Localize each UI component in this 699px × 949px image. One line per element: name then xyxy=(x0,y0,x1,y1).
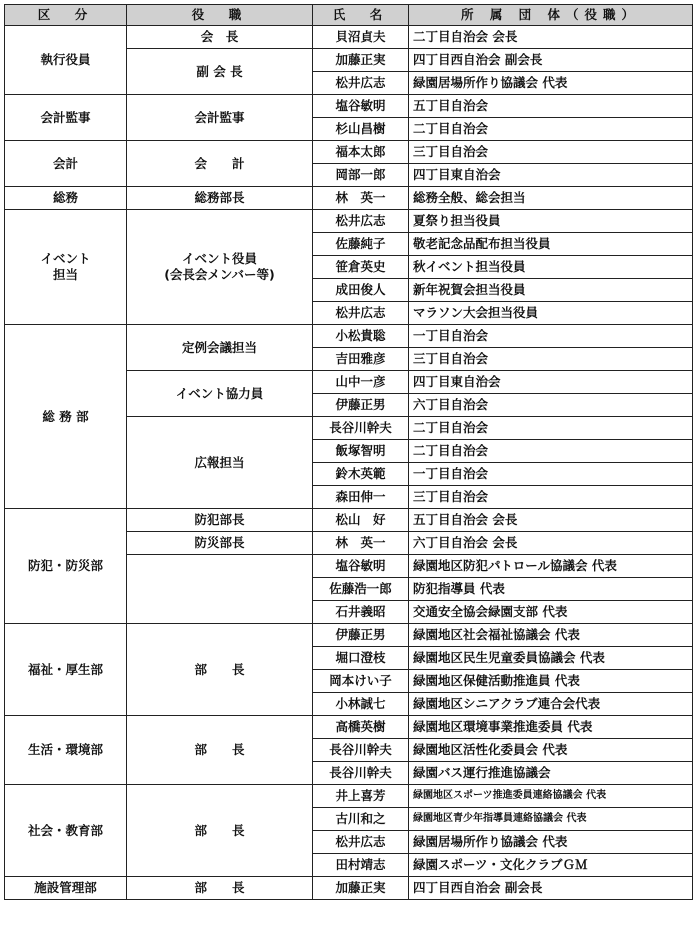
category-label: 防犯・防災部 xyxy=(27,558,103,573)
member-name-cell: 林 英一 xyxy=(313,532,409,555)
organization-cell: 夏祭り担当役員 xyxy=(409,210,693,233)
table-row xyxy=(5,624,693,647)
header-role: 役 職 xyxy=(127,5,313,26)
member-name-cell: 林 英一 xyxy=(313,187,409,210)
table-row xyxy=(5,210,693,233)
organization-cell: 敬老記念品配布担当役員 xyxy=(409,233,693,256)
member-name-cell: 石井義昭 xyxy=(313,601,409,624)
role-cell xyxy=(127,532,313,555)
category-cell xyxy=(5,624,127,716)
table-row xyxy=(5,95,693,118)
role-label: イベント役員 xyxy=(181,251,257,266)
organization-cell: 三丁目自治会 xyxy=(409,486,693,509)
role-cell xyxy=(127,624,313,716)
organization-cell: 二丁目自治会 会長 xyxy=(409,26,693,49)
member-name-cell: 松井広志 xyxy=(313,302,409,325)
organization-cell: 緑園スポーツ・文化クラブＧＭ xyxy=(409,854,693,877)
category-label: 会計 xyxy=(52,155,78,171)
organization-cell: 緑園地区環境事業推進委員 代表 xyxy=(409,716,693,739)
category-label: 生活・環境部 xyxy=(27,742,103,757)
member-name-cell: 伊藤正男 xyxy=(313,394,409,417)
role-label: 副 会 長 xyxy=(196,63,243,79)
organization-cell: 五丁目自治会 会長 xyxy=(409,509,693,532)
category-cell xyxy=(5,141,127,187)
member-name-cell: 長谷川幹夫 xyxy=(313,739,409,762)
organization-cell: 緑園地区スポーツ推進委員連絡協議会 代表 xyxy=(409,785,693,808)
role-cell xyxy=(127,509,313,532)
member-name-cell: 松山 好 xyxy=(313,509,409,532)
organization-cell: 四丁目西自治会 副会長 xyxy=(409,49,693,72)
category-label: 担当 xyxy=(52,267,78,282)
header-category: 区 分 xyxy=(5,5,127,26)
member-name-cell: 飯塚智明 xyxy=(313,440,409,463)
organization-cell: 交通安全協会緑園支部 代表 xyxy=(409,601,693,624)
member-name-cell: 長谷川幹夫 xyxy=(313,417,409,440)
organization-cell: 四丁目東自治会 xyxy=(409,371,693,394)
role-label: 部 長 xyxy=(194,880,245,895)
member-name-cell: 塩谷敏明 xyxy=(313,555,409,578)
member-name-cell: 古川和之 xyxy=(313,808,409,831)
member-name-cell: 高橋英樹 xyxy=(313,716,409,739)
role-label: イベント協力員 xyxy=(175,385,264,401)
category-cell xyxy=(5,95,127,141)
organization-cell: 緑園地区民生児童委員協議会 代表 xyxy=(409,647,693,670)
organization-cell: 秋イベント担当役員 xyxy=(409,256,693,279)
category-cell xyxy=(5,325,127,509)
member-name-cell: 佐藤純子 xyxy=(313,233,409,256)
member-name-cell: 貝沼貞夫 xyxy=(313,26,409,49)
table-row xyxy=(5,785,693,808)
organization-cell: 五丁目自治会 xyxy=(409,95,693,118)
organization-cell: 六丁目自治会 xyxy=(409,394,693,417)
category-cell xyxy=(5,26,127,95)
role-cell xyxy=(127,325,313,371)
member-name-cell: 塩谷敏明 xyxy=(313,95,409,118)
role-cell xyxy=(127,877,313,900)
member-name-cell: 岡本けい子 xyxy=(313,670,409,693)
organization-cell: 緑園バス運行推進協議会 xyxy=(409,762,693,785)
role-cell xyxy=(127,95,313,141)
category-label: 施設管理部 xyxy=(34,880,97,895)
officer-roster-table xyxy=(4,4,693,900)
organization-cell: 緑園地区保健活動推進員 代表 xyxy=(409,670,693,693)
organization-cell: 緑園地区青少年指導員連絡協議会 代表 xyxy=(409,808,693,831)
category-label: 総 務 部 xyxy=(42,408,89,424)
role-cell xyxy=(127,785,313,877)
member-name-cell: 山中一彦 xyxy=(313,371,409,394)
member-name-cell: 笹倉英史 xyxy=(313,256,409,279)
organization-cell: 四丁目東自治会 xyxy=(409,164,693,187)
role-label: 部 長 xyxy=(194,822,245,838)
member-name-cell: 松井広志 xyxy=(313,72,409,95)
member-name-cell: 小林誠七 xyxy=(313,693,409,716)
member-name-cell: 佐藤浩一郎 xyxy=(313,578,409,601)
member-name-cell: 吉田雅彦 xyxy=(313,348,409,371)
role-cell xyxy=(127,716,313,785)
role-label: 定例会議担当 xyxy=(181,339,257,355)
role-label: 広報担当 xyxy=(194,454,245,470)
role-cell xyxy=(127,141,313,187)
category-label: イベント xyxy=(40,251,91,266)
table-row xyxy=(5,187,693,210)
category-cell xyxy=(5,877,127,900)
header-row xyxy=(5,5,693,26)
role-label: 部 長 xyxy=(194,661,245,677)
role-label: 会 長 xyxy=(200,29,239,44)
category-cell xyxy=(5,716,127,785)
category-label: 執行役員 xyxy=(40,52,91,67)
member-name-cell: 鈴木英範 xyxy=(313,463,409,486)
table-row xyxy=(5,141,693,164)
organization-cell: 一丁目自治会 xyxy=(409,325,693,348)
category-label: 総務 xyxy=(52,190,78,205)
organization-cell: 緑園地区シニアクラブ連合会代表 xyxy=(409,693,693,716)
role-cell xyxy=(127,26,313,49)
role-label: 防犯部長 xyxy=(194,512,245,527)
organization-cell: 緑園地区社会福祉協議会 代表 xyxy=(409,624,693,647)
table-row xyxy=(5,325,693,348)
category-cell xyxy=(5,187,127,210)
member-name-cell: 成田俊人 xyxy=(313,279,409,302)
organization-cell: 緑園地区防犯パトロール協議会 代表 xyxy=(409,555,693,578)
member-name-cell: 井上喜芳 xyxy=(313,785,409,808)
roster-body xyxy=(5,26,693,900)
member-name-cell: 長谷川幹夫 xyxy=(313,762,409,785)
member-name-cell: 森田伸一 xyxy=(313,486,409,509)
member-name-cell: 松井広志 xyxy=(313,210,409,233)
member-name-cell: 福本太郎 xyxy=(313,141,409,164)
table-row xyxy=(5,509,693,532)
organization-cell: 三丁目自治会 xyxy=(409,141,693,164)
role-cell xyxy=(127,371,313,417)
table-row xyxy=(5,26,693,49)
role-label: 防災部長 xyxy=(194,535,245,550)
role-label: 会計監事 xyxy=(194,109,245,125)
category-cell xyxy=(5,210,127,325)
organization-cell: 二丁目自治会 xyxy=(409,417,693,440)
member-name-cell: 加藤正実 xyxy=(313,877,409,900)
category-cell xyxy=(5,785,127,877)
organization-cell: 緑園居場所作り協議会 代表 xyxy=(409,72,693,95)
role-label: 会 計 xyxy=(194,155,245,171)
organization-cell: 四丁目西自治会 副会長 xyxy=(409,877,693,900)
member-name-cell: 加藤正実 xyxy=(313,49,409,72)
category-label: 社会・教育部 xyxy=(27,822,103,838)
header-organization: 所 属 団 体（役職） xyxy=(409,5,693,26)
organization-cell: 緑園居場所作り協議会 代表 xyxy=(409,831,693,854)
role-cell xyxy=(127,555,313,624)
organization-cell: 三丁目自治会 xyxy=(409,348,693,371)
member-name-cell: 岡部一郎 xyxy=(313,164,409,187)
role-cell xyxy=(127,187,313,210)
header-name: 氏 名 xyxy=(313,5,409,26)
organization-cell: 二丁目自治会 xyxy=(409,440,693,463)
role-cell xyxy=(127,49,313,95)
member-name-cell: 杉山昌樹 xyxy=(313,118,409,141)
organization-cell: マラソン大会担当役員 xyxy=(409,302,693,325)
organization-cell: 防犯指導員 代表 xyxy=(409,578,693,601)
organization-cell: 一丁目自治会 xyxy=(409,463,693,486)
role-cell xyxy=(127,210,313,325)
member-name-cell: 松井広志 xyxy=(313,831,409,854)
role-cell xyxy=(127,417,313,509)
organization-cell: 二丁目自治会 xyxy=(409,118,693,141)
role-label: (会長会メンバー等) xyxy=(164,267,275,282)
member-name-cell: 田村靖志 xyxy=(313,854,409,877)
organization-cell: 新年祝賀会担当役員 xyxy=(409,279,693,302)
organization-cell: 緑園地区活性化委員会 代表 xyxy=(409,739,693,762)
category-label: 福祉・厚生部 xyxy=(27,661,103,677)
member-name-cell: 堀口澄枝 xyxy=(313,647,409,670)
member-name-cell: 小松貴聡 xyxy=(313,325,409,348)
table-row xyxy=(5,716,693,739)
role-label: 総務部長 xyxy=(194,190,245,205)
table-row xyxy=(5,877,693,900)
organization-cell: 総務全般、総会担当 xyxy=(409,187,693,210)
category-label: 会計監事 xyxy=(40,109,91,125)
member-name-cell: 伊藤正男 xyxy=(313,624,409,647)
organization-cell: 六丁目自治会 会長 xyxy=(409,532,693,555)
role-label: 部 長 xyxy=(194,742,245,757)
category-cell xyxy=(5,509,127,624)
